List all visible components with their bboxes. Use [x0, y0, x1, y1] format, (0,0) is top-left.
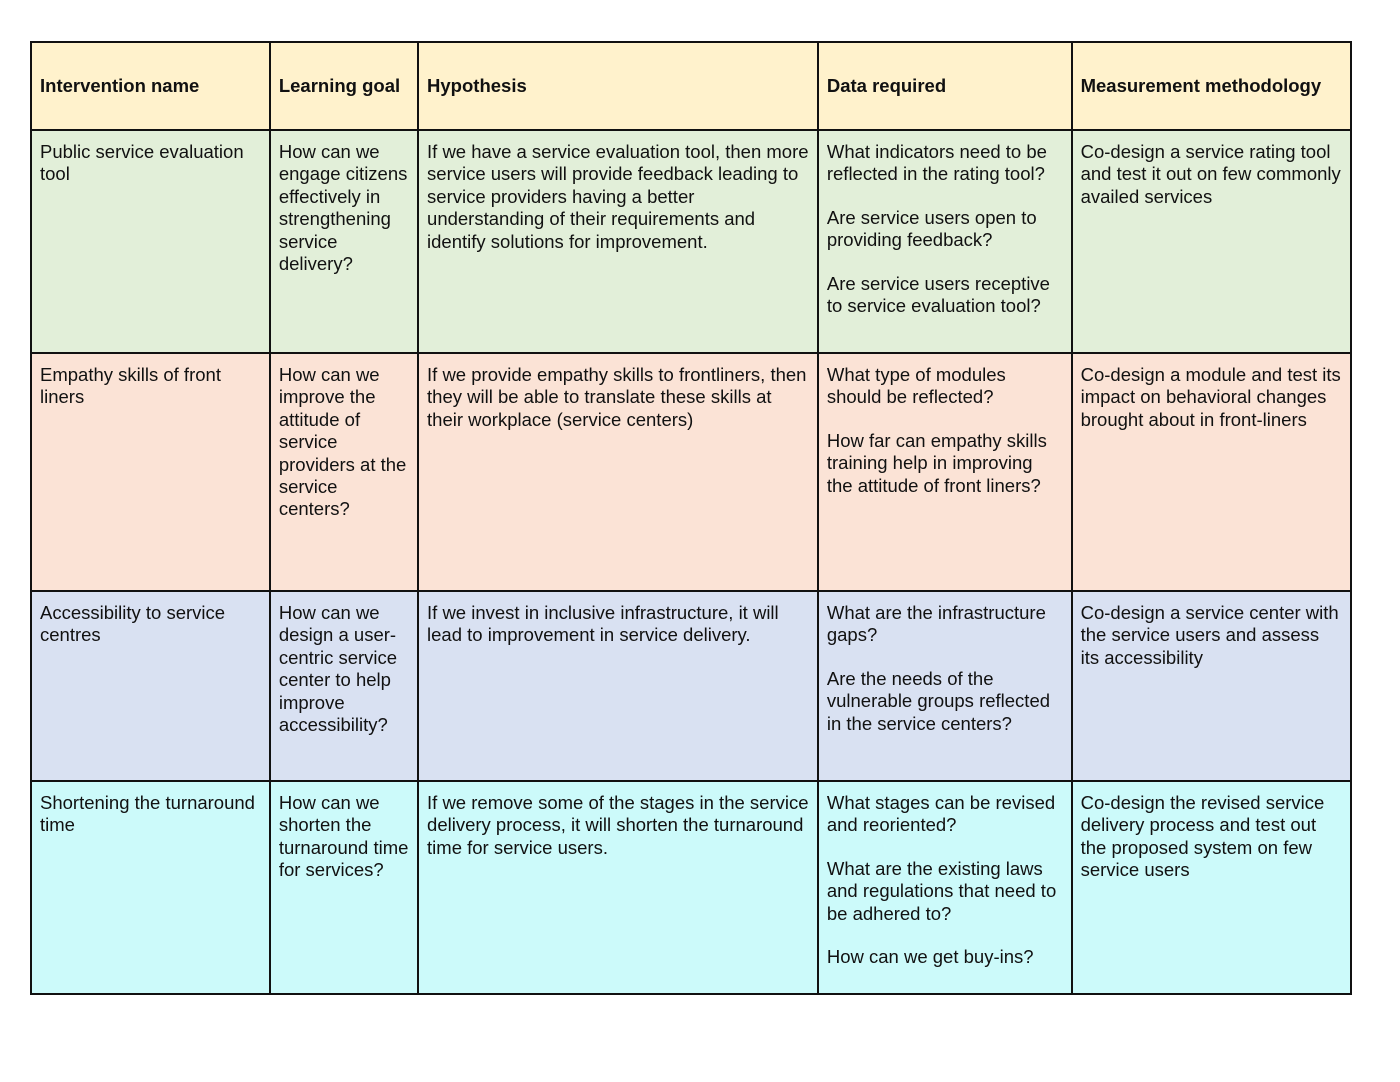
table-row — [31, 353, 1351, 591]
data-required-cell — [818, 591, 1072, 781]
intervention-cell: Empathy skills of front liners — [31, 353, 270, 591]
hypothesis-cell: If we remove some of the stages in the service delivery process, it will shorten the turnaround time for service users. — [418, 781, 818, 994]
hypothesis-cell: If we invest in inclusive infrastructure, it will lead to improvement in service delivery. — [418, 591, 818, 781]
methodology-cell: Co-design a service rating tool and test it out on few commonly availed services — [1072, 130, 1351, 353]
data-question: How can we get buy-ins? — [826, 946, 1034, 968]
data-question: What indicators need to be reflected in the rating tool? — [826, 141, 1047, 185]
intervention-cell: Shortening the turnaround time — [31, 781, 270, 994]
table-row — [31, 130, 1351, 353]
learning-goal-cell: How can we engage citizens effectively in strengthening service delivery? — [270, 130, 418, 353]
learning-goal-cell: How can we shorten the turnaround time for services? — [270, 781, 418, 994]
hypothesis-cell: If we provide empathy skills to frontliners, then they will be able to translate these skills at their workplace (service centers) — [418, 353, 818, 591]
data-question: What are the existing laws and regulations that need to be adhered to? — [826, 857, 1057, 924]
table-row — [31, 591, 1351, 781]
data-question: Are service users receptive to service evaluation tool? — [826, 272, 1050, 317]
header-learning-goal: Learning goal — [270, 42, 418, 130]
data-required-cell — [818, 130, 1072, 353]
data-question: What stages can be revised and reoriented? — [826, 792, 1056, 836]
header-hypothesis: Hypothesis — [418, 42, 818, 130]
learning-goal-cell: How can we design a user-centric service center to help improve accessibility? — [270, 591, 418, 781]
hypothesis-cell: If we have a service evaluation tool, then more service users will provide feedback leading to service providers having a better understanding of their requirements and identify solutions for improvement. — [418, 130, 818, 353]
data-question: What are the infrastructure gaps? — [826, 602, 1046, 646]
header-intervention-name: Intervention name — [31, 42, 270, 130]
table-row — [31, 781, 1351, 994]
methodology-cell: Co-design a module and test its impact on behavioral changes brought about in front-liners — [1072, 353, 1351, 591]
data-question: What type of modules should be reflected? — [826, 364, 1006, 408]
data-required-cell — [818, 353, 1072, 591]
header-data-required: Data required — [818, 42, 1072, 130]
header-row — [31, 42, 1351, 130]
learning-goal-cell: How can we improve the attitude of service providers at the service centers? — [270, 353, 418, 591]
data-question: Are service users open to providing feedback? — [826, 206, 1037, 251]
data-question: How far can empathy skills training help in improving the attitude of front liners? — [826, 429, 1047, 496]
intervention-cell: Accessibility to service centres — [31, 591, 270, 781]
intervention-plan-table — [30, 41, 1352, 995]
data-required-cell — [818, 781, 1072, 994]
data-question: Are the needs of the vulnerable groups reflected in the service centers? — [826, 667, 1051, 734]
methodology-cell: Co-design a service center with the service users and assess its accessibility — [1072, 591, 1351, 781]
header-measurement-methodology: Measurement methodology — [1072, 42, 1351, 130]
methodology-cell: Co-design the revised service delivery process and test out the proposed system on few service users — [1072, 781, 1351, 994]
intervention-cell: Public service evaluation tool — [31, 130, 270, 353]
